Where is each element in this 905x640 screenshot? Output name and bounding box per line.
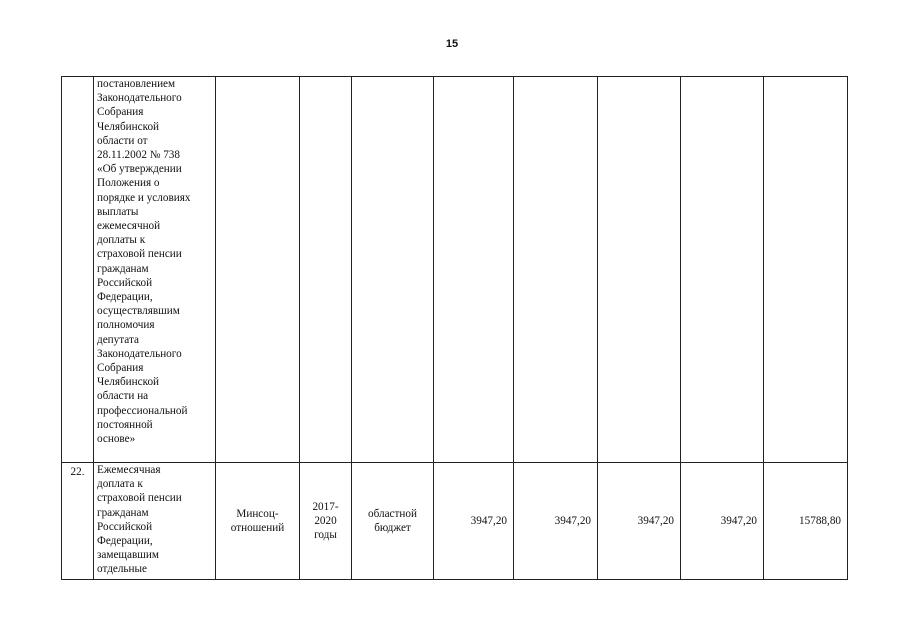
description-line: Законодательного [97,92,182,105]
page-number: 15 [445,38,459,50]
description-line: полномочия [97,319,155,332]
description-line: порядке и условиях [97,191,191,204]
description-line: Федерации, [97,535,153,548]
source-cell-empty [352,77,434,463]
executor-line: Минсоц- [236,507,279,520]
description-line: доплаты к [97,234,146,247]
executor-cell [216,463,300,580]
period-line: годы [314,529,337,542]
period-cell-empty [300,77,352,463]
program-table [61,76,848,580]
executor-cell-empty [216,77,300,463]
description-line: отдельные [97,563,147,576]
description-line: Собрания [97,106,144,119]
description-line: постоянной [97,418,153,431]
row-number-cell-empty [62,77,94,463]
table-row-continued [62,77,848,463]
description-line: постановлением [97,78,176,90]
year-2018-cell-empty [514,77,598,463]
description-line: Законодательного [97,347,182,360]
description-line: доплата к [97,478,143,491]
description-line: области на [97,390,149,403]
description-line: Собрания [97,362,144,375]
period-line: 2020 [314,514,337,527]
description-line: гражданам [97,506,149,519]
source-cell [352,463,434,580]
description-line: Челябинской [97,120,160,133]
description-line: области от [97,134,148,147]
description-cell [94,463,216,580]
description-line: 28.11.2002 № 738 [97,149,180,162]
description-line: Федерации, [97,291,153,304]
source-line: областной [368,507,417,520]
description-line: депутата [97,333,139,346]
year-2017-value: 3947,20 [434,463,514,580]
description-line: профессиональной [97,404,188,417]
description-line: страховой пенсии [97,248,182,261]
description-cell [94,77,216,463]
year-2018-value: 3947,20 [514,463,598,580]
description-line: Положения о [97,177,160,190]
description-line: осуществлявшим [97,305,180,318]
year-2019-value: 3947,20 [598,463,681,580]
year-2019-cell-empty [598,77,681,463]
description-line: Ежемесячная [97,464,161,476]
year-2020-value: 3947,20 [681,463,764,580]
description-line: Челябинской [97,376,160,389]
period-cell [300,463,352,580]
description-line: ежемесячной [97,220,161,233]
executor-line: отношений [230,522,285,534]
period-line: 2017- [312,500,339,513]
source-line: бюджет [374,522,411,534]
description-line: Российской [97,520,153,533]
description-line: страховой пенсии [97,492,182,505]
description-line: «Об утверждении [97,163,182,176]
total-cell-empty [764,77,848,463]
description-line: замещавшим [97,549,159,562]
year-2017-cell-empty [434,77,514,463]
description-line: Российской [97,276,153,289]
description-line: выплаты [97,205,139,218]
description-line: гражданам [97,262,149,275]
total-value: 15788,80 [764,463,848,580]
row-number-cell: 22. [62,463,94,580]
description-line: основе» [97,433,136,446]
year-2020-cell-empty [681,77,764,463]
table-row-22 [62,463,848,580]
